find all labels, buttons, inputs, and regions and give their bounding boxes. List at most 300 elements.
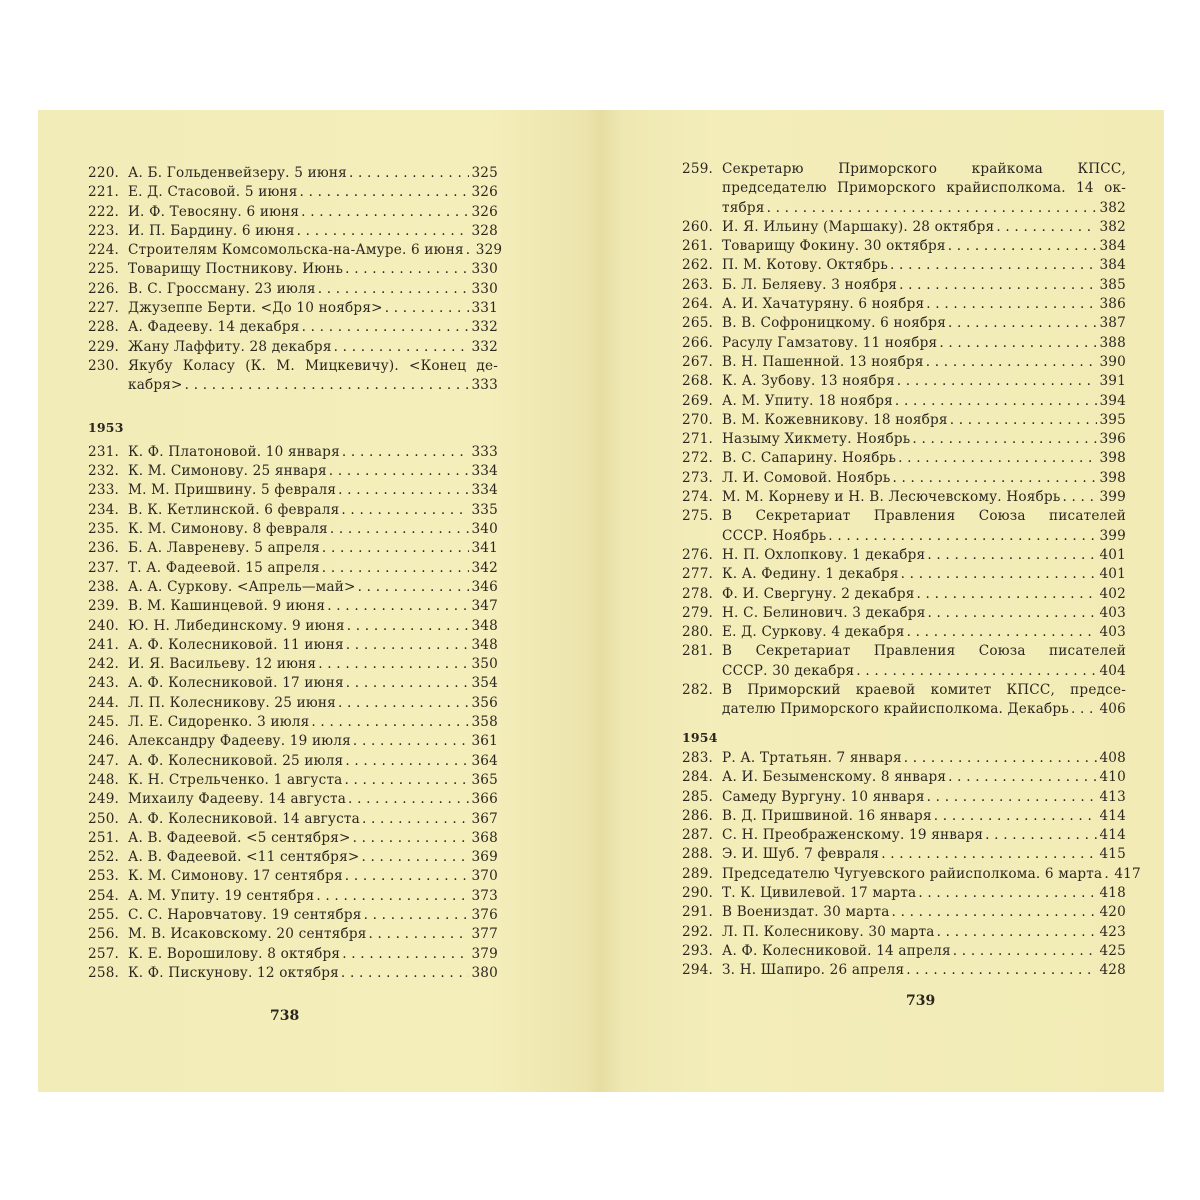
entry-page: 386 [1099, 296, 1126, 313]
entry-title-tail [722, 295, 1126, 314]
entry-title: А. Ф. Колесниковой. 14 августа [128, 810, 360, 827]
entry-number: 259. [682, 161, 714, 177]
dot-leader [926, 295, 1097, 314]
entry-title-line: В Секретариат Правления Союза писателей [722, 643, 1126, 660]
entry-number: 285. [682, 788, 714, 805]
entry-page: 403 [1099, 604, 1126, 621]
entry-number: 241. [88, 636, 120, 653]
entry-title-tail [128, 222, 498, 241]
dot-leader [322, 539, 470, 558]
dot-leader [346, 636, 470, 655]
entry-body [722, 623, 1126, 642]
entry-title-tail [722, 623, 1126, 642]
entry-title-tail [128, 790, 498, 809]
entry-body [128, 462, 498, 481]
toc-entry [88, 338, 498, 357]
entry-page: 328 [471, 222, 498, 239]
entry-body [722, 449, 1126, 468]
toc-entry [682, 681, 1126, 720]
entry-body [128, 945, 498, 964]
entry-body [128, 299, 498, 318]
entry-title: Э. И. Шуб. 7 февраля [722, 846, 880, 863]
entry-page: 388 [1099, 334, 1126, 351]
entry-title: Товарищу Постникову. Июнь [128, 261, 344, 278]
entry-body [722, 295, 1126, 314]
entry-number: 257. [88, 945, 120, 962]
entry-page: 377 [471, 926, 498, 943]
entry-title: А. Б. Гольденвейзеру. 5 июня [128, 165, 347, 181]
toc-entry [88, 559, 498, 578]
dot-leader [856, 662, 1097, 681]
dot-leader [892, 903, 1098, 922]
entry-title: Н. П. Охлопкову. 1 декабря [722, 546, 926, 563]
toc-column-right [682, 160, 1141, 980]
toc-entry [682, 884, 1126, 903]
entry-title: тября [722, 199, 765, 216]
entry-number: 273. [682, 469, 714, 486]
entry-number: 278. [682, 585, 714, 602]
right-page [624, 110, 1164, 1092]
entry-body [722, 903, 1126, 922]
entry-body [722, 884, 1126, 903]
toc-group [682, 160, 1126, 720]
dot-leader [897, 372, 1098, 391]
entry-page: 394 [1099, 392, 1126, 409]
page-number: 739 [906, 993, 936, 1009]
dot-leader [338, 481, 469, 500]
entry-title-tail [128, 376, 498, 395]
entry-title-tail [722, 469, 1126, 488]
dot-leader [322, 559, 470, 578]
entry-page: 403 [1099, 624, 1126, 641]
entry-page: 329 [475, 242, 503, 259]
entry-number: 272. [682, 450, 714, 467]
entry-page: 404 [1099, 662, 1126, 679]
entry-title: Л. Е. Сидоренко. 3 июля [128, 714, 310, 731]
entry-page: 399 [1099, 527, 1126, 544]
left-page [38, 110, 578, 1092]
entry-title: А. В. Фадеевой. <5 сентября> [128, 829, 351, 846]
entry-body [128, 203, 498, 222]
entry-title: кабря> [128, 377, 183, 394]
entry-title: Ф. И. Свергуну. 2 декабря [722, 585, 915, 602]
entry-number: 263. [682, 276, 714, 293]
entry-body [722, 546, 1126, 565]
entry-page: 348 [471, 636, 498, 653]
entry-page: 425 [1099, 942, 1126, 959]
entry-title-tail [128, 887, 498, 906]
entry-page: 347 [471, 598, 498, 615]
entry-number: 291. [682, 904, 714, 921]
entry-body [722, 256, 1126, 275]
entry-title-line: В Приморский краевой комитет КПСС, предсе- [722, 682, 1126, 699]
entry-page: 325 [471, 165, 498, 181]
entry-page: 414 [1099, 807, 1126, 824]
entry-body [722, 411, 1126, 430]
dot-leader [985, 826, 1097, 845]
entry-title: Л. И. Сомовой. Ноябрь [722, 469, 891, 486]
dot-leader [948, 314, 1097, 333]
entry-title-tail [722, 392, 1126, 411]
entry-number: 250. [88, 810, 120, 827]
entry-title: Е. Д. Стасовой. 5 июня [128, 184, 298, 201]
entry-page: 401 [1099, 546, 1126, 563]
dot-leader [341, 501, 469, 520]
dot-leader [466, 241, 474, 260]
entry-number: 242. [88, 656, 120, 673]
entry-page: 414 [1099, 827, 1126, 844]
entry-title-tail [128, 945, 498, 964]
dot-leader [950, 411, 1098, 430]
entry-page: 380 [471, 964, 498, 981]
entry-page: 410 [1099, 769, 1126, 786]
entry-title: Строителям Комсомольска-на-Амуре. 6 июня [128, 242, 464, 259]
toc-entry [88, 810, 498, 829]
entry-title: М. М. Пришвину. 5 февраля [128, 482, 337, 499]
entry-body [128, 617, 498, 636]
entry-page: 384 [1099, 238, 1126, 255]
entry-page: 376 [471, 906, 498, 923]
entry-title-tail [722, 807, 1126, 826]
entry-body [128, 241, 503, 260]
toc-entry [88, 520, 498, 539]
entry-title-tail [128, 260, 498, 279]
toc-entry [88, 906, 498, 925]
book-spread [38, 110, 1164, 1092]
toc-entry [682, 314, 1126, 333]
dot-leader [353, 829, 470, 848]
page-number: 738 [270, 1008, 300, 1024]
entry-body [128, 925, 498, 944]
entry-number: 265. [682, 315, 714, 332]
entry-page: 330 [471, 280, 498, 297]
entry-body [128, 338, 498, 357]
dot-leader [907, 623, 1098, 642]
entry-title: Расулу Гамзатову. 11 ноября [722, 334, 938, 351]
entry-title: С. С. Наровчатову. 19 сентября [128, 906, 362, 923]
entry-page: 326 [471, 203, 498, 220]
entry-title-tail [128, 299, 498, 318]
entry-body [128, 183, 498, 202]
entry-page: 384 [1099, 257, 1126, 274]
entry-body [722, 961, 1126, 980]
toc-entry [682, 507, 1126, 546]
dot-leader [348, 790, 469, 809]
entry-body [722, 565, 1126, 584]
entry-title-tail [722, 662, 1126, 681]
entry-title-tail [722, 845, 1126, 864]
toc-entry [88, 694, 498, 713]
entry-title-tail [128, 318, 498, 337]
dot-leader [927, 546, 1097, 565]
toc-entry [88, 164, 498, 183]
toc-entry [88, 655, 498, 674]
entry-number: 226. [88, 280, 120, 297]
dot-leader [928, 604, 1098, 623]
entry-page: 358 [471, 714, 498, 731]
toc-entry [682, 295, 1126, 314]
entry-title: Самеду Вургуну. 10 января [722, 788, 925, 805]
entry-page: 382 [1099, 218, 1126, 235]
entry-title-tail [722, 865, 1141, 884]
dot-leader [892, 469, 1097, 488]
entry-title-tail [722, 314, 1126, 333]
entry-page: 335 [471, 501, 498, 518]
entry-page: 348 [471, 617, 498, 634]
entry-number: 251. [88, 829, 120, 846]
entry-page: 395 [1099, 411, 1126, 428]
dot-leader [329, 462, 470, 481]
entry-number: 220. [88, 165, 120, 181]
entry-number: 270. [682, 411, 714, 428]
toc-entry [88, 617, 498, 636]
dot-leader [828, 527, 1097, 546]
entry-title-tail [722, 826, 1126, 845]
entry-title: А. Фадееву. 14 декабря [128, 319, 300, 336]
entry-title: дателю Приморского крайисполкома. Декабрь [722, 701, 1069, 718]
entry-body [722, 923, 1126, 942]
entry-title: Председателю Чугуевского райисполкома. 6 марта [722, 865, 1103, 882]
toc-entry [88, 887, 498, 906]
entry-page: 423 [1099, 923, 1126, 940]
entry-number: 245. [88, 714, 120, 731]
entry-body [722, 604, 1126, 623]
entry-page: 413 [1099, 788, 1126, 805]
entry-title-line: Якубу Коласу (К. М. Мицкевичу). <Конец де- [128, 357, 498, 374]
entry-body [128, 318, 498, 337]
entry-page: 330 [471, 261, 498, 278]
entry-title-tail [128, 539, 498, 558]
entry-title: К. А. Федину. 1 декабря [722, 566, 899, 583]
entry-title: Жану Лаффиту. 28 декабря [128, 338, 332, 355]
entry-number: 246. [88, 733, 120, 750]
dot-leader [316, 887, 469, 906]
entry-number: 267. [682, 353, 714, 370]
entry-body [128, 674, 498, 693]
toc-entry [88, 597, 498, 616]
entry-title: К. М. Симонову. 8 февраля [128, 521, 328, 538]
entry-title: А. Ф. Колесниковой. 11 июня [128, 636, 344, 653]
entry-title-tail [722, 903, 1126, 922]
entry-page: 398 [1099, 450, 1126, 467]
entry-title-tail [722, 430, 1126, 449]
entry-title-tail [722, 923, 1126, 942]
entry-number: 248. [88, 771, 120, 788]
entry-number: 237. [88, 559, 120, 576]
dot-leader [338, 694, 470, 713]
entry-body [128, 694, 498, 713]
entry-number: 223. [88, 222, 120, 239]
entry-number: 293. [682, 942, 714, 959]
entry-title: СССР. 30 декабря [722, 662, 855, 679]
toc-entry [682, 353, 1126, 372]
dot-leader [349, 164, 470, 183]
entry-title: К. М. Симонову. 25 января [128, 463, 327, 480]
entry-title: Л. П. Колесникову. 30 марта [722, 923, 935, 940]
entry-body [722, 788, 1126, 807]
dot-leader [342, 443, 470, 462]
entry-title-tail [722, 527, 1126, 546]
entry-page: 399 [1099, 489, 1126, 506]
entry-page: 402 [1099, 585, 1126, 602]
entry-body [722, 314, 1126, 333]
toc-entry [682, 642, 1126, 681]
dot-leader [300, 183, 470, 202]
entry-title-tail [128, 867, 498, 886]
entry-title-tail [128, 338, 498, 357]
entry-number: 264. [682, 296, 714, 313]
entry-title: А. А. Суркову. <Апрель—май> [128, 578, 356, 595]
entry-title-tail [128, 481, 498, 500]
entry-body [722, 749, 1126, 768]
entry-title: А. И. Безыменскому. 8 января [722, 769, 947, 786]
entry-number: 274. [682, 489, 714, 506]
entry-body [128, 713, 498, 732]
entry-title-tail [128, 443, 498, 462]
toc-entry [88, 925, 498, 944]
entry-page: 334 [471, 463, 498, 480]
entry-body [128, 887, 498, 906]
entry-title: Б. А. Лавреневу. 5 апреля [128, 540, 320, 557]
dot-leader [918, 884, 1097, 903]
dot-leader [369, 925, 470, 944]
entry-page: 368 [471, 829, 498, 846]
entry-body [722, 865, 1141, 884]
entry-page: 341 [471, 540, 498, 557]
toc-entry [682, 218, 1126, 237]
toc-entry [88, 539, 498, 558]
dot-leader [297, 222, 470, 241]
toc-entry [88, 501, 498, 520]
entry-title: И. Я. Васильеву. 12 июня [128, 656, 317, 673]
toc-entry [682, 334, 1126, 353]
entry-title: П. М. Котову. Октябрь [722, 257, 888, 274]
dot-leader [345, 867, 470, 886]
toc-entry [682, 411, 1126, 430]
entry-body [722, 507, 1126, 546]
entry-title: А. М. Упиту. 18 ноября [722, 392, 893, 409]
dot-leader [346, 674, 470, 693]
entry-number: 275. [682, 508, 714, 525]
entry-title: Михаилу Фадееву. 14 августа [128, 791, 347, 808]
entry-number: 266. [682, 334, 714, 351]
entry-title: К. А. Зубову. 13 ноября [722, 373, 895, 390]
entry-page: 332 [471, 338, 498, 355]
entry-page: 373 [471, 887, 498, 904]
entry-title-tail [722, 942, 1126, 961]
entry-body [128, 597, 498, 616]
entry-title-tail [128, 925, 498, 944]
entry-title: З. Н. Шапиро. 26 апреля [722, 962, 905, 979]
dot-leader [358, 578, 470, 597]
entry-title: В. К. Кетлинской. 6 февраля [128, 501, 340, 518]
toc-entry [88, 183, 498, 202]
entry-page: 333 [471, 377, 498, 394]
entry-number: 244. [88, 694, 120, 711]
entry-title: М. В. Исаковскому. 20 сентября [128, 926, 367, 943]
entry-title: К. Ф. Пискунову. 12 октября [128, 964, 339, 981]
entry-title-tail [128, 771, 498, 790]
entry-title-tail [128, 559, 498, 578]
entry-number: 229. [88, 338, 120, 355]
dot-leader [1071, 700, 1098, 719]
dot-leader [767, 199, 1098, 218]
dot-leader [895, 392, 1098, 411]
toc-entry [682, 768, 1126, 787]
toc-entry [682, 942, 1126, 961]
entry-body [722, 768, 1126, 787]
entry-body [722, 237, 1126, 256]
entry-body [722, 681, 1126, 720]
entry-number: 283. [682, 749, 714, 766]
entry-number: 277. [682, 566, 714, 583]
entry-page: 333 [471, 443, 498, 460]
entry-body [722, 826, 1126, 845]
toc-entry [88, 481, 498, 500]
entry-title: А. Ф. Колесниковой. 14 апреля [722, 942, 951, 959]
entry-title-tail [128, 732, 498, 751]
entry-title: А. Ф. Колесниковой. 17 июня [128, 675, 344, 692]
entry-page: 366 [471, 791, 498, 808]
year-heading: 1954 [682, 729, 718, 745]
entry-page: 354 [471, 675, 498, 692]
dot-leader [901, 565, 1098, 584]
dot-leader [318, 655, 469, 674]
toc-entry [682, 469, 1126, 488]
entry-title: В. В. Софроницкому. 6 ноября [722, 315, 946, 332]
entry-page: 326 [471, 184, 498, 201]
toc-entry [682, 826, 1126, 845]
entry-body [128, 443, 498, 462]
entry-body [128, 829, 498, 848]
entry-page: 365 [471, 771, 498, 788]
entry-body [128, 559, 498, 578]
dot-leader [898, 449, 1097, 468]
toc-entry [88, 443, 498, 462]
entry-body [722, 585, 1126, 604]
entry-title: Б. Л. Беляеву. 3 ноября [722, 276, 898, 293]
toc-entry [88, 945, 498, 964]
dot-leader [318, 280, 470, 299]
entry-page: 379 [471, 945, 498, 962]
entry-title-tail [128, 597, 498, 616]
entry-title-tail [722, 276, 1126, 295]
entry-page: 346 [471, 578, 498, 595]
entry-title-tail [128, 520, 498, 539]
toc-entry [88, 260, 498, 279]
entry-title: К. М. Симонову. 17 сентября [128, 868, 343, 885]
entry-title: И. П. Бардину. 6 июня [128, 222, 295, 239]
entry-title-tail [128, 280, 498, 299]
entry-title: В. М. Кашинцевой. 9 июня [128, 598, 326, 615]
toc-entry [88, 636, 498, 655]
dot-leader [927, 788, 1098, 807]
entry-page: 401 [1099, 566, 1126, 583]
entry-page: 387 [1099, 315, 1126, 332]
toc-entry [682, 392, 1126, 411]
entry-page: 334 [471, 482, 498, 499]
dot-leader [344, 771, 469, 790]
entry-title: Джузеппе Берти. <До 10 ноября> [128, 300, 383, 317]
dot-leader [353, 732, 470, 751]
entry-body [722, 942, 1126, 961]
entry-body [128, 539, 498, 558]
entry-number: 224. [88, 242, 120, 259]
entry-number: 268. [682, 373, 714, 390]
entry-body [128, 636, 498, 655]
entry-number: 235. [88, 521, 120, 538]
entry-page: 415 [1099, 846, 1126, 863]
